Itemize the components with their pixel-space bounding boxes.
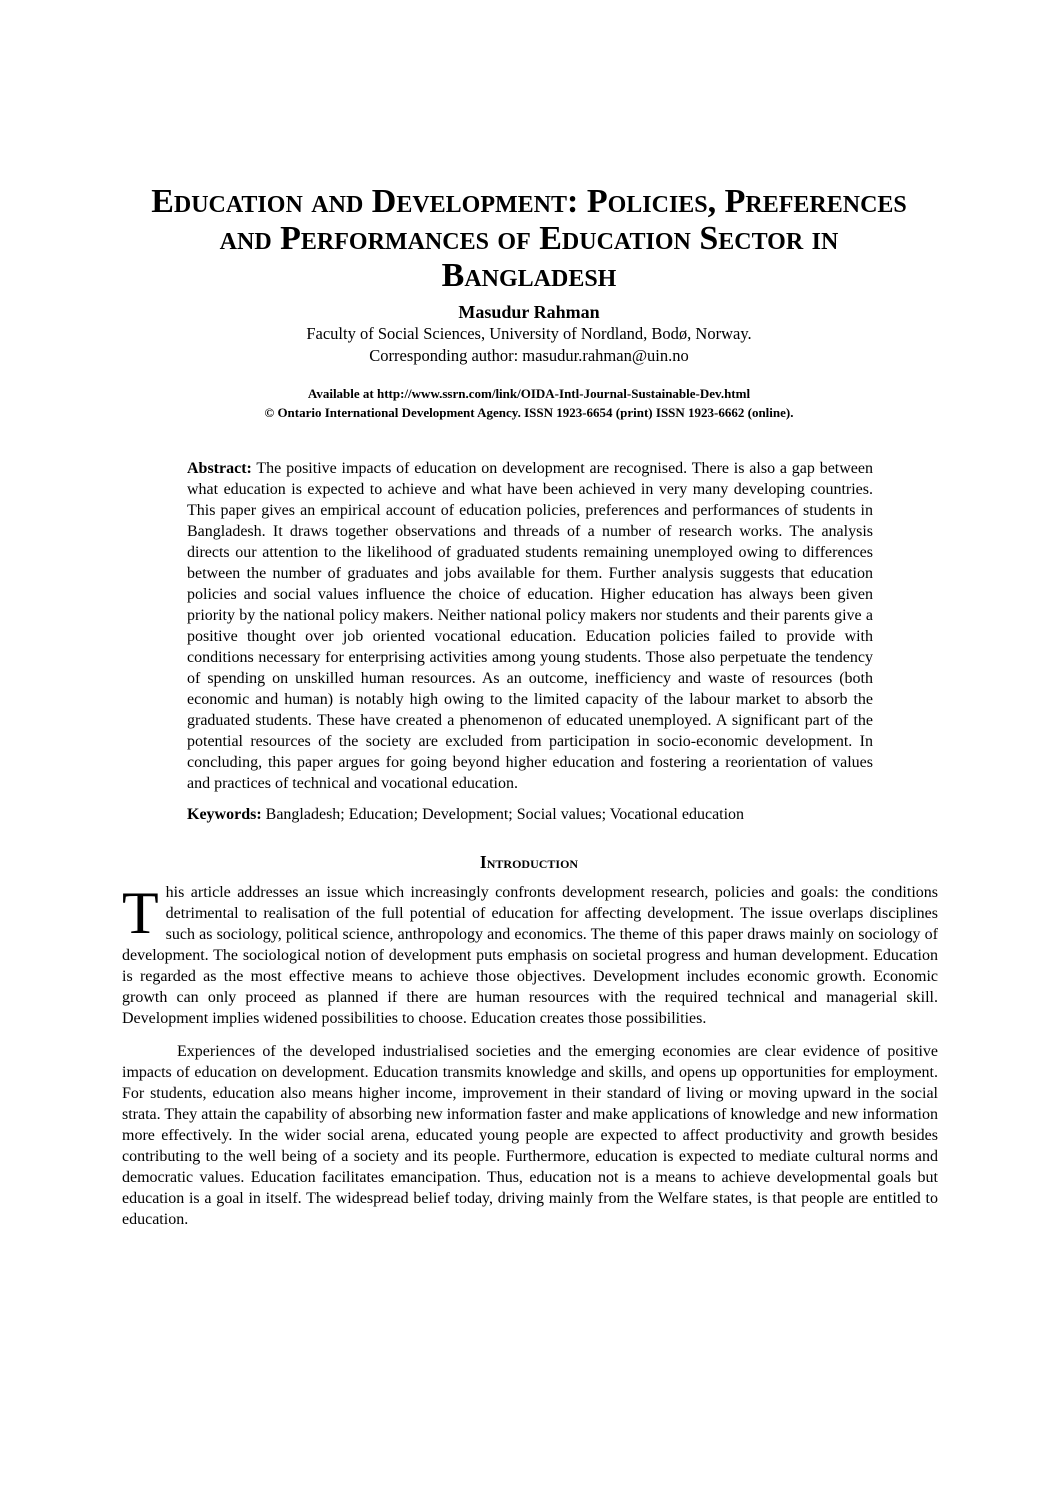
- abstract-text: The positive impacts of education on development are recognised. There is also a gap between what education is expected to achieve and what have been achieved in very many developing countries. This paper gives an empirical account of education policies, preferences and performances of students in Bangladesh. It draws together observations and threads of a number of research works. The analysis directs our attention to the likelihood of graduated students remaining unemployed owing to differences between the number of graduates and jobs available for them. Further analysis suggests that education policies and social values influence the choice of education. Higher education has always been given priority by the national policy makers. Neither national policy makers nor students and their parents give a positive thought over job oriented vocational education. Education policies failed to provide with conditions necessary for enterprising activities among young students. Those also perpetuate the tendency of spending on unskilled human resources. As an outcome, inefficiency and waste of resources (both economic and human) is notably high owing to the limited capacity of the labour market to absorb the graduated students. These have created a phenomenon of educated unemployed. A significant part of the potential resources of the society are excluded from participation in socio-economic development. In concluding, this paper argues for going beyond higher education and fostering a reorientation of values and practices of technical and vocational education.: [187, 460, 873, 792]
- paper-title-line-1: Education and Development: Policies, Preferences: [151, 183, 907, 220]
- availability-url-line: Available at http://www.ssrn.com/link/OIDA-Intl-Journal-Sustainable-Dev.html: [307, 386, 751, 401]
- intro-paragraph-2: Experiences of the developed industrialised societies and the emerging economies are clear evidence of positive impacts of education on development. Education transmits knowledge and skills, and opens up opportunities for employment. For students, education also means higher income, improvement in their standard of living or moving upward in the social strata. They attain the capability of absorbing new information faster and make applications of knowledge and new information more effectively. In the wider social arena, educated young people are expected to affect productivity and growth besides contributing to the well being of a society and its people. Furthermore, education is expected to mediate cultural norms and democratic values. Education facilitates emancipation. Thus, education not is a means to achieve developmental goals but education is a goal in itself. The widespread belief today, driving mainly from the Welfare states, is that people are entitled to education.: [122, 1043, 938, 1228]
- copyright-issn-line: © Ontario International Development Agency. ISSN 1923-6654 (print) ISSN 1923-6662 (online).: [264, 405, 794, 420]
- availability-block: [0, 384, 1058, 422]
- keywords-label: Keywords:: [187, 806, 262, 823]
- intro-paragraph-1: [122, 882, 938, 1029]
- paper-title-line-3: Bangladesh: [441, 257, 617, 294]
- author-affiliation: Faculty of Social Sciences, University of Nordland, Bodø, Norway.: [306, 324, 752, 343]
- paper-title-line-2: and Performances of Education Sector in: [219, 220, 839, 257]
- keywords-line: [187, 804, 873, 825]
- intro-paragraph-1-text: his article addresses an issue which increasingly confronts development research, policies and goals: the conditions detrimental to realisation of the full potential of education for affecting development. The issue overlaps disciplines such as sociology, political science, anthropology and economics. The theme of this paper draws mainly on sociology of development. The sociological notion of development puts emphasis on societal progress and human development. Education is regarded as the most effective means to achieve those objectives. Development includes economic growth. Economic growth can only proceed as planned if there are human resources with the required technical and managerial skill. Development implies widened possibilities to choose. Education creates those possibilities.: [122, 884, 938, 1027]
- drop-cap-letter: T: [122, 880, 159, 946]
- corresponding-author: Corresponding author: masudur.rahman@uin.no: [369, 346, 689, 365]
- abstract-label: Abstract:: [187, 460, 252, 477]
- keywords-text: Bangladesh; Education; Development; Social values; Vocational education: [261, 806, 745, 823]
- paper-title: [89, 183, 969, 294]
- abstract-paragraph: [187, 458, 873, 794]
- introduction-heading: Introduction: [479, 852, 579, 872]
- author-name: Masudur Rahman: [458, 302, 600, 322]
